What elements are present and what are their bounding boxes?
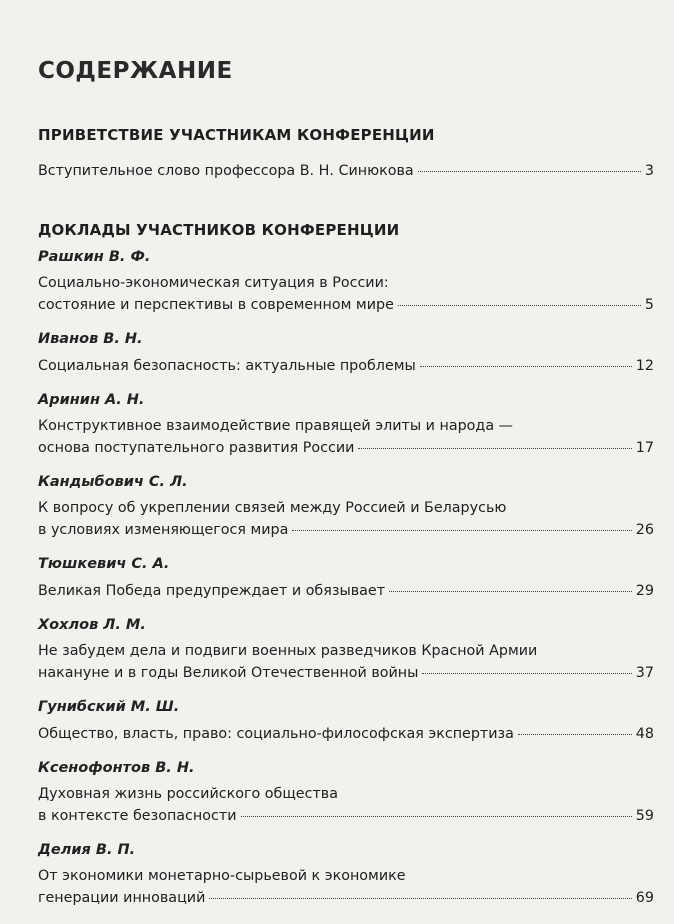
- page-number: 37: [635, 665, 654, 681]
- toc-entry[interactable]: [38, 249, 654, 316]
- dot-leader: [422, 659, 631, 674]
- toc-entry[interactable]: [38, 617, 654, 684]
- entry-author: Тюшкевич С. А.: [38, 556, 170, 572]
- dot-leader: [241, 802, 632, 817]
- page-number: 12: [635, 358, 654, 374]
- section-title-reports: ДОКЛАДЫ УЧАСТНИКОВ КОНФЕРЕНЦИИ: [38, 221, 400, 239]
- dot-leader: [418, 157, 641, 172]
- toc-entry[interactable]: [38, 392, 654, 459]
- entry-author: Гунибский М. Ш.: [38, 699, 180, 715]
- dot-leader: [292, 516, 631, 531]
- toc-entry[interactable]: [38, 160, 654, 182]
- entry-title-line: накануне и в годы Великой Отечественной войны: [38, 665, 419, 681]
- dot-leader: [420, 352, 632, 367]
- section-title-welcome: ПРИВЕТСТВИЕ УЧАСТНИКАМ КОНФЕРЕНЦИИ: [38, 126, 435, 144]
- toc-entry[interactable]: [38, 842, 654, 909]
- page-number: 29: [635, 583, 654, 599]
- page-number: 48: [635, 726, 654, 742]
- entry-title-line: Не забудем дела и подвиги военных разведчиков Красной Армии: [38, 643, 538, 659]
- entry-title-line: Социальная безопасность: актуальные проблемы: [38, 358, 416, 374]
- entry-author: Иванов В. Н.: [38, 331, 143, 347]
- page-number: 5: [644, 297, 654, 313]
- toc-entry[interactable]: [38, 556, 654, 602]
- entry-title-line: Конструктивное взаимодействие правящей элиты и народа —: [38, 418, 513, 434]
- dot-leader: [398, 291, 641, 306]
- dot-leader: [389, 577, 632, 592]
- entry-title-line: Великая Победа предупреждает и обязывает: [38, 583, 386, 599]
- entry-title-line: Духовная жизнь российского общества: [38, 786, 338, 802]
- toc-entry[interactable]: [38, 474, 654, 541]
- entry-author: Делия В. П.: [38, 842, 136, 858]
- entry-title-line: От экономики монетарно-сырьевой к экономике: [38, 868, 406, 884]
- page-number: 26: [635, 522, 654, 538]
- entry-title-line: Общество, власть, право: социально-философская экспертиза: [38, 726, 514, 742]
- toc-entry[interactable]: [38, 760, 654, 827]
- entry-author: Аринин А. Н.: [38, 392, 145, 408]
- toc-title: СОДЕРЖАНИЕ: [38, 58, 233, 84]
- entry-author: Кандыбович С. Л.: [38, 474, 188, 490]
- entry-author: Рашкин В. Ф.: [38, 249, 151, 265]
- entry-title-line: в условиях изменяющегося мира: [38, 522, 289, 538]
- entry-author: Хохлов Л. М.: [38, 617, 146, 633]
- page-number: 69: [635, 890, 654, 906]
- entry-title-line: генерации инноваций: [38, 890, 206, 906]
- page-number: 17: [635, 440, 654, 456]
- entry-title-line: основа поступательного развития России: [38, 440, 355, 456]
- toc-entry[interactable]: [38, 331, 654, 377]
- entry-title-line: Социально-экономическая ситуация в России:: [38, 275, 389, 291]
- dot-leader: [358, 434, 631, 449]
- page-number: 59: [635, 808, 654, 824]
- entry-title-line: К вопросу об укреплении связей между Россией и Беларусью: [38, 500, 507, 516]
- page-number: 3: [644, 163, 654, 179]
- table-of-contents-page: [38, 58, 654, 924]
- entry-title-line: Вступительное слово профессора В. Н. Синюкова: [38, 163, 414, 179]
- dot-leader: [518, 720, 632, 735]
- entry-title-line: состояние и перспективы в современном мире: [38, 297, 394, 313]
- toc-entry[interactable]: [38, 699, 654, 745]
- entry-title-line: в контексте безопасности: [38, 808, 237, 824]
- entry-author: Ксенофонтов В. Н.: [38, 760, 195, 776]
- dot-leader: [209, 884, 631, 899]
